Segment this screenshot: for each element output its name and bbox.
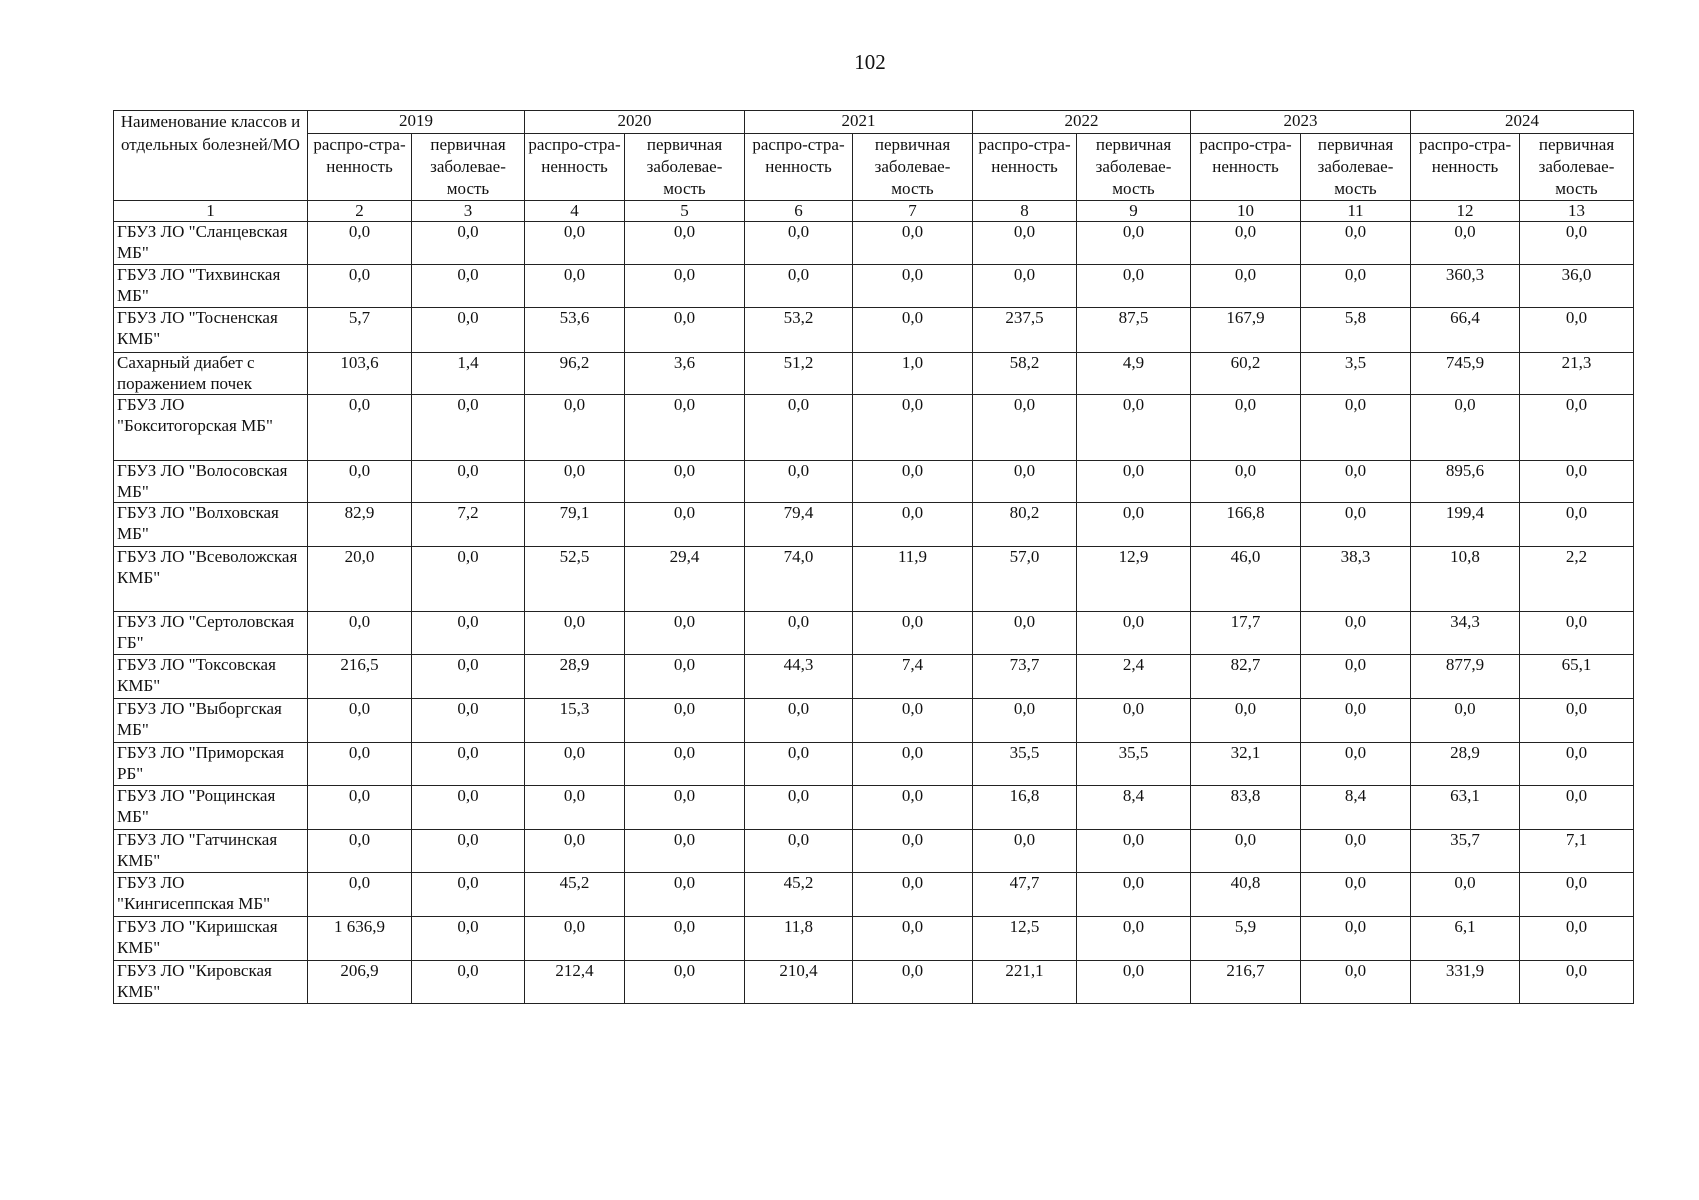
cell-prevalence: 0,0	[308, 786, 412, 830]
cell-prevalence: 0,0	[745, 461, 853, 503]
column-number: 8	[973, 201, 1077, 222]
cell-incidence: 0,0	[1520, 699, 1634, 743]
cell-prevalence: 96,2	[525, 353, 625, 395]
cell-incidence: 8,4	[1077, 786, 1191, 830]
cell-incidence: 7,2	[412, 503, 525, 547]
cell-incidence: 0,0	[625, 222, 745, 265]
cell-incidence: 0,0	[1301, 699, 1411, 743]
cell-incidence: 0,0	[1520, 461, 1634, 503]
cell-prevalence: 82,7	[1191, 655, 1301, 699]
table-row	[114, 612, 1634, 655]
cell-prevalence: 0,0	[973, 461, 1077, 503]
cell-prevalence: 20,0	[308, 547, 412, 612]
cell-incidence: 0,0	[853, 917, 973, 961]
cell-prevalence: 58,2	[973, 353, 1077, 395]
cell-incidence: 29,4	[625, 547, 745, 612]
header-incidence: первичная заболевае-мость	[625, 134, 745, 201]
cell-prevalence: 16,8	[973, 786, 1077, 830]
cell-prevalence: 40,8	[1191, 873, 1301, 917]
cell-prevalence: 63,1	[1411, 786, 1520, 830]
cell-prevalence: 12,5	[973, 917, 1077, 961]
cell-incidence: 0,0	[625, 699, 745, 743]
table-body	[114, 222, 1634, 1004]
cell-incidence: 0,0	[625, 503, 745, 547]
cell-prevalence: 206,9	[308, 961, 412, 1004]
cell-prevalence: 0,0	[745, 265, 853, 308]
cell-prevalence: 0,0	[745, 395, 853, 461]
cell-prevalence: 28,9	[525, 655, 625, 699]
table-row	[114, 655, 1634, 699]
cell-prevalence: 895,6	[1411, 461, 1520, 503]
cell-incidence: 0,0	[1301, 961, 1411, 1004]
header-name-cell: Наименование классов и отдельных болезней/МО	[114, 111, 308, 201]
cell-incidence: 0,0	[1301, 265, 1411, 308]
cell-prevalence: 51,2	[745, 353, 853, 395]
cell-incidence: 0,0	[1301, 873, 1411, 917]
cell-incidence: 0,0	[853, 461, 973, 503]
row-name: ГБУЗ ЛО "Рощинская МБ"	[114, 786, 308, 830]
row-name: Сахарный диабет с поражением почек	[114, 353, 308, 395]
cell-prevalence: 53,6	[525, 308, 625, 353]
row-name: ГБУЗ ЛО "Бокситогорская МБ"	[114, 395, 308, 461]
cell-incidence: 0,0	[853, 786, 973, 830]
cell-incidence: 0,0	[853, 612, 973, 655]
cell-incidence: 0,0	[625, 830, 745, 873]
cell-incidence: 0,0	[1301, 395, 1411, 461]
table-row	[114, 461, 1634, 503]
column-number: 7	[853, 201, 973, 222]
header-prevalence: распро-стра-ненность	[308, 134, 412, 201]
cell-prevalence: 35,7	[1411, 830, 1520, 873]
cell-prevalence: 0,0	[525, 743, 625, 786]
cell-prevalence: 0,0	[973, 830, 1077, 873]
table-row	[114, 547, 1634, 612]
cell-incidence: 0,0	[412, 743, 525, 786]
cell-incidence: 38,3	[1301, 547, 1411, 612]
cell-incidence: 0,0	[625, 265, 745, 308]
row-name: ГБУЗ ЛО "Кировская КМБ"	[114, 961, 308, 1004]
cell-prevalence: 745,9	[1411, 353, 1520, 395]
cell-prevalence: 0,0	[745, 830, 853, 873]
cell-prevalence: 0,0	[308, 699, 412, 743]
cell-incidence: 0,0	[1520, 612, 1634, 655]
cell-incidence: 0,0	[853, 830, 973, 873]
cell-incidence: 1,4	[412, 353, 525, 395]
cell-prevalence: 0,0	[745, 786, 853, 830]
cell-prevalence: 0,0	[745, 612, 853, 655]
cell-incidence: 0,0	[1520, 308, 1634, 353]
cell-incidence: 0,0	[412, 547, 525, 612]
column-number: 9	[1077, 201, 1191, 222]
cell-incidence: 0,0	[1077, 873, 1191, 917]
cell-prevalence: 0,0	[525, 222, 625, 265]
cell-prevalence: 199,4	[1411, 503, 1520, 547]
cell-prevalence: 0,0	[525, 461, 625, 503]
cell-incidence: 0,0	[1077, 461, 1191, 503]
cell-prevalence: 103,6	[308, 353, 412, 395]
cell-incidence: 0,0	[1520, 917, 1634, 961]
cell-incidence: 3,5	[1301, 353, 1411, 395]
cell-prevalence: 0,0	[973, 395, 1077, 461]
cell-prevalence: 28,9	[1411, 743, 1520, 786]
cell-prevalence: 83,8	[1191, 786, 1301, 830]
header-year-2019: 2019	[308, 111, 525, 134]
cell-prevalence: 0,0	[1411, 395, 1520, 461]
cell-prevalence: 0,0	[973, 265, 1077, 308]
cell-prevalence: 877,9	[1411, 655, 1520, 699]
cell-prevalence: 0,0	[1191, 461, 1301, 503]
cell-prevalence: 0,0	[745, 222, 853, 265]
cell-prevalence: 60,2	[1191, 353, 1301, 395]
header-prevalence: распро-стра-ненность	[525, 134, 625, 201]
cell-prevalence: 210,4	[745, 961, 853, 1004]
row-name: ГБУЗ ЛО "Токсовская КМБ"	[114, 655, 308, 699]
cell-incidence: 0,0	[1520, 222, 1634, 265]
header-prevalence: распро-стра-ненность	[745, 134, 853, 201]
cell-incidence: 0,0	[1077, 503, 1191, 547]
row-name: ГБУЗ ЛО "Волховская МБ"	[114, 503, 308, 547]
cell-incidence: 0,0	[1301, 503, 1411, 547]
cell-prevalence: 0,0	[745, 743, 853, 786]
column-number: 13	[1520, 201, 1634, 222]
cell-incidence: 0,0	[853, 961, 973, 1004]
row-name: ГБУЗ ЛО "Сланцевская МБ"	[114, 222, 308, 265]
column-number: 1	[114, 201, 308, 222]
cell-incidence: 0,0	[853, 873, 973, 917]
cell-incidence: 36,0	[1520, 265, 1634, 308]
cell-prevalence: 52,5	[525, 547, 625, 612]
cell-prevalence: 53,2	[745, 308, 853, 353]
row-name: ГБУЗ ЛО "Приморская РБ"	[114, 743, 308, 786]
cell-prevalence: 0,0	[308, 873, 412, 917]
cell-prevalence: 73,7	[973, 655, 1077, 699]
header-year-2023: 2023	[1191, 111, 1411, 134]
cell-prevalence: 0,0	[308, 395, 412, 461]
cell-incidence: 0,0	[412, 830, 525, 873]
cell-prevalence: 0,0	[308, 743, 412, 786]
cell-incidence: 0,0	[853, 395, 973, 461]
cell-prevalence: 212,4	[525, 961, 625, 1004]
cell-prevalence: 0,0	[1411, 699, 1520, 743]
cell-incidence: 0,0	[1301, 917, 1411, 961]
row-name: ГБУЗ ЛО "Гатчинская КМБ"	[114, 830, 308, 873]
cell-prevalence: 216,7	[1191, 961, 1301, 1004]
cell-prevalence: 0,0	[308, 265, 412, 308]
cell-incidence: 1,0	[853, 353, 973, 395]
cell-prevalence: 74,0	[745, 547, 853, 612]
row-name: ГБУЗ ЛО "Тосненская КМБ"	[114, 308, 308, 353]
cell-incidence: 0,0	[625, 461, 745, 503]
cell-prevalence: 34,3	[1411, 612, 1520, 655]
cell-prevalence: 0,0	[308, 222, 412, 265]
cell-incidence: 87,5	[1077, 308, 1191, 353]
cell-incidence: 0,0	[625, 308, 745, 353]
cell-incidence: 0,0	[412, 655, 525, 699]
header-incidence: первичная заболевае-мость	[853, 134, 973, 201]
cell-incidence: 0,0	[1520, 395, 1634, 461]
cell-prevalence: 79,1	[525, 503, 625, 547]
cell-prevalence: 10,8	[1411, 547, 1520, 612]
cell-incidence: 0,0	[1077, 395, 1191, 461]
column-number: 10	[1191, 201, 1301, 222]
cell-prevalence: 360,3	[1411, 265, 1520, 308]
header-year-2022: 2022	[973, 111, 1191, 134]
cell-incidence: 0,0	[1520, 873, 1634, 917]
cell-incidence: 0,0	[1301, 461, 1411, 503]
cell-prevalence: 0,0	[525, 786, 625, 830]
cell-prevalence: 79,4	[745, 503, 853, 547]
cell-prevalence: 82,9	[308, 503, 412, 547]
cell-incidence: 0,0	[1520, 743, 1634, 786]
cell-incidence: 0,0	[625, 786, 745, 830]
cell-incidence: 0,0	[1077, 830, 1191, 873]
cell-incidence: 0,0	[625, 961, 745, 1004]
header-prevalence: распро-стра-ненность	[973, 134, 1077, 201]
cell-incidence: 0,0	[412, 308, 525, 353]
cell-incidence: 3,6	[625, 353, 745, 395]
cell-incidence: 0,0	[412, 461, 525, 503]
cell-incidence: 8,4	[1301, 786, 1411, 830]
page-number: 102	[854, 50, 886, 74]
column-number: 11	[1301, 201, 1411, 222]
cell-incidence: 0,0	[412, 873, 525, 917]
column-number: 6	[745, 201, 853, 222]
cell-prevalence: 11,8	[745, 917, 853, 961]
table-row	[114, 917, 1634, 961]
header-years-row	[114, 111, 1634, 134]
cell-incidence: 4,9	[1077, 353, 1191, 395]
row-name: ГБУЗ ЛО "Выборгская МБ"	[114, 699, 308, 743]
cell-incidence: 0,0	[412, 612, 525, 655]
cell-incidence: 0,0	[412, 265, 525, 308]
cell-incidence: 0,0	[1077, 699, 1191, 743]
cell-prevalence: 17,7	[1191, 612, 1301, 655]
cell-incidence: 0,0	[625, 917, 745, 961]
cell-prevalence: 0,0	[973, 222, 1077, 265]
header-incidence: первичная заболевае-мость	[1077, 134, 1191, 201]
cell-incidence: 35,5	[1077, 743, 1191, 786]
header-prevalence: распро-стра-ненность	[1411, 134, 1520, 201]
table-row	[114, 830, 1634, 873]
cell-prevalence: 5,7	[308, 308, 412, 353]
cell-incidence: 2,2	[1520, 547, 1634, 612]
cell-prevalence: 15,3	[525, 699, 625, 743]
table-row	[114, 743, 1634, 786]
cell-incidence: 7,1	[1520, 830, 1634, 873]
cell-incidence: 0,0	[1301, 222, 1411, 265]
cell-incidence: 0,0	[412, 961, 525, 1004]
cell-incidence: 0,0	[1077, 612, 1191, 655]
column-number: 12	[1411, 201, 1520, 222]
header-prevalence: распро-стра-ненность	[1191, 134, 1301, 201]
table-row	[114, 873, 1634, 917]
cell-prevalence: 46,0	[1191, 547, 1301, 612]
column-number: 5	[625, 201, 745, 222]
cell-prevalence: 66,4	[1411, 308, 1520, 353]
table-row	[114, 699, 1634, 743]
cell-incidence: 0,0	[1077, 917, 1191, 961]
cell-incidence: 0,0	[853, 265, 973, 308]
cell-incidence: 0,0	[853, 222, 973, 265]
cell-prevalence: 0,0	[525, 830, 625, 873]
header-incidence: первичная заболевае-мость	[1301, 134, 1411, 201]
cell-incidence: 0,0	[625, 612, 745, 655]
cell-prevalence: 0,0	[1191, 699, 1301, 743]
table-row	[114, 961, 1634, 1004]
cell-prevalence: 0,0	[1191, 395, 1301, 461]
cell-incidence: 0,0	[853, 699, 973, 743]
cell-prevalence: 237,5	[973, 308, 1077, 353]
cell-incidence: 0,0	[412, 917, 525, 961]
cell-incidence: 0,0	[1301, 743, 1411, 786]
cell-incidence: 2,4	[1077, 655, 1191, 699]
header-incidence: первичная заболевае-мость	[412, 134, 525, 201]
table-row	[114, 786, 1634, 830]
cell-prevalence: 0,0	[308, 461, 412, 503]
cell-prevalence: 0,0	[525, 612, 625, 655]
cell-prevalence: 0,0	[973, 612, 1077, 655]
cell-prevalence: 1 636,9	[308, 917, 412, 961]
row-name: ГБУЗ ЛО "Тихвинская МБ"	[114, 265, 308, 308]
cell-incidence: 0,0	[412, 222, 525, 265]
cell-incidence: 12,9	[1077, 547, 1191, 612]
cell-prevalence: 80,2	[973, 503, 1077, 547]
cell-incidence: 0,0	[625, 395, 745, 461]
cell-incidence: 0,0	[625, 873, 745, 917]
cell-prevalence: 0,0	[1411, 873, 1520, 917]
table-row	[114, 395, 1634, 461]
cell-incidence: 0,0	[1301, 655, 1411, 699]
cell-incidence: 0,0	[1520, 786, 1634, 830]
cell-prevalence: 44,3	[745, 655, 853, 699]
cell-prevalence: 0,0	[525, 265, 625, 308]
cell-incidence: 7,4	[853, 655, 973, 699]
cell-incidence: 21,3	[1520, 353, 1634, 395]
header-measures-row	[114, 134, 1634, 201]
cell-incidence: 0,0	[1520, 961, 1634, 1004]
cell-incidence: 5,8	[1301, 308, 1411, 353]
cell-prevalence: 47,7	[973, 873, 1077, 917]
row-name: ГБУЗ ЛО "Сертоловская ГБ"	[114, 612, 308, 655]
cell-prevalence: 0,0	[973, 699, 1077, 743]
table-header	[114, 111, 1634, 222]
cell-prevalence: 5,9	[1191, 917, 1301, 961]
cell-incidence: 0,0	[1301, 830, 1411, 873]
cell-prevalence: 331,9	[1411, 961, 1520, 1004]
cell-incidence: 0,0	[625, 655, 745, 699]
cell-incidence: 0,0	[853, 743, 973, 786]
cell-prevalence: 0,0	[1411, 222, 1520, 265]
cell-prevalence: 0,0	[525, 395, 625, 461]
column-number: 2	[308, 201, 412, 222]
cell-prevalence: 45,2	[525, 873, 625, 917]
cell-prevalence: 0,0	[308, 612, 412, 655]
header-column-numbers-row	[114, 201, 1634, 222]
header-year-2020: 2020	[525, 111, 745, 134]
cell-prevalence: 0,0	[1191, 265, 1301, 308]
cell-incidence: 0,0	[1520, 503, 1634, 547]
statistics-table	[113, 110, 1634, 1004]
row-name: ГБУЗ ЛО "Кингисеппская МБ"	[114, 873, 308, 917]
cell-incidence: 0,0	[625, 743, 745, 786]
header-year-2021: 2021	[745, 111, 973, 134]
cell-incidence: 0,0	[1077, 265, 1191, 308]
cell-prevalence: 6,1	[1411, 917, 1520, 961]
table-row	[114, 353, 1634, 395]
cell-incidence: 0,0	[412, 699, 525, 743]
cell-prevalence: 57,0	[973, 547, 1077, 612]
cell-prevalence: 221,1	[973, 961, 1077, 1004]
header-incidence: первичная заболевае-мость	[1520, 134, 1634, 201]
column-number: 4	[525, 201, 625, 222]
cell-prevalence: 45,2	[745, 873, 853, 917]
table-row	[114, 265, 1634, 308]
cell-incidence: 65,1	[1520, 655, 1634, 699]
cell-incidence: 0,0	[1077, 222, 1191, 265]
row-name: ГБУЗ ЛО "Всеволожская КМБ"	[114, 547, 308, 612]
cell-prevalence: 0,0	[1191, 222, 1301, 265]
cell-incidence: 0,0	[412, 395, 525, 461]
cell-incidence: 0,0	[853, 308, 973, 353]
cell-incidence: 0,0	[1301, 612, 1411, 655]
cell-incidence: 0,0	[1077, 961, 1191, 1004]
cell-prevalence: 35,5	[973, 743, 1077, 786]
cell-prevalence: 0,0	[525, 917, 625, 961]
cell-incidence: 0,0	[853, 503, 973, 547]
table-row	[114, 308, 1634, 353]
cell-incidence: 11,9	[853, 547, 973, 612]
cell-prevalence: 0,0	[1191, 830, 1301, 873]
cell-prevalence: 216,5	[308, 655, 412, 699]
column-number: 3	[412, 201, 525, 222]
cell-prevalence: 32,1	[1191, 743, 1301, 786]
table-row	[114, 503, 1634, 547]
cell-prevalence: 0,0	[745, 699, 853, 743]
cell-incidence: 0,0	[412, 786, 525, 830]
row-name: ГБУЗ ЛО "Киришская КМБ"	[114, 917, 308, 961]
cell-prevalence: 0,0	[308, 830, 412, 873]
cell-prevalence: 167,9	[1191, 308, 1301, 353]
row-name: ГБУЗ ЛО "Волосовская МБ"	[114, 461, 308, 503]
header-year-2024: 2024	[1411, 111, 1634, 134]
cell-prevalence: 166,8	[1191, 503, 1301, 547]
table-row	[114, 222, 1634, 265]
